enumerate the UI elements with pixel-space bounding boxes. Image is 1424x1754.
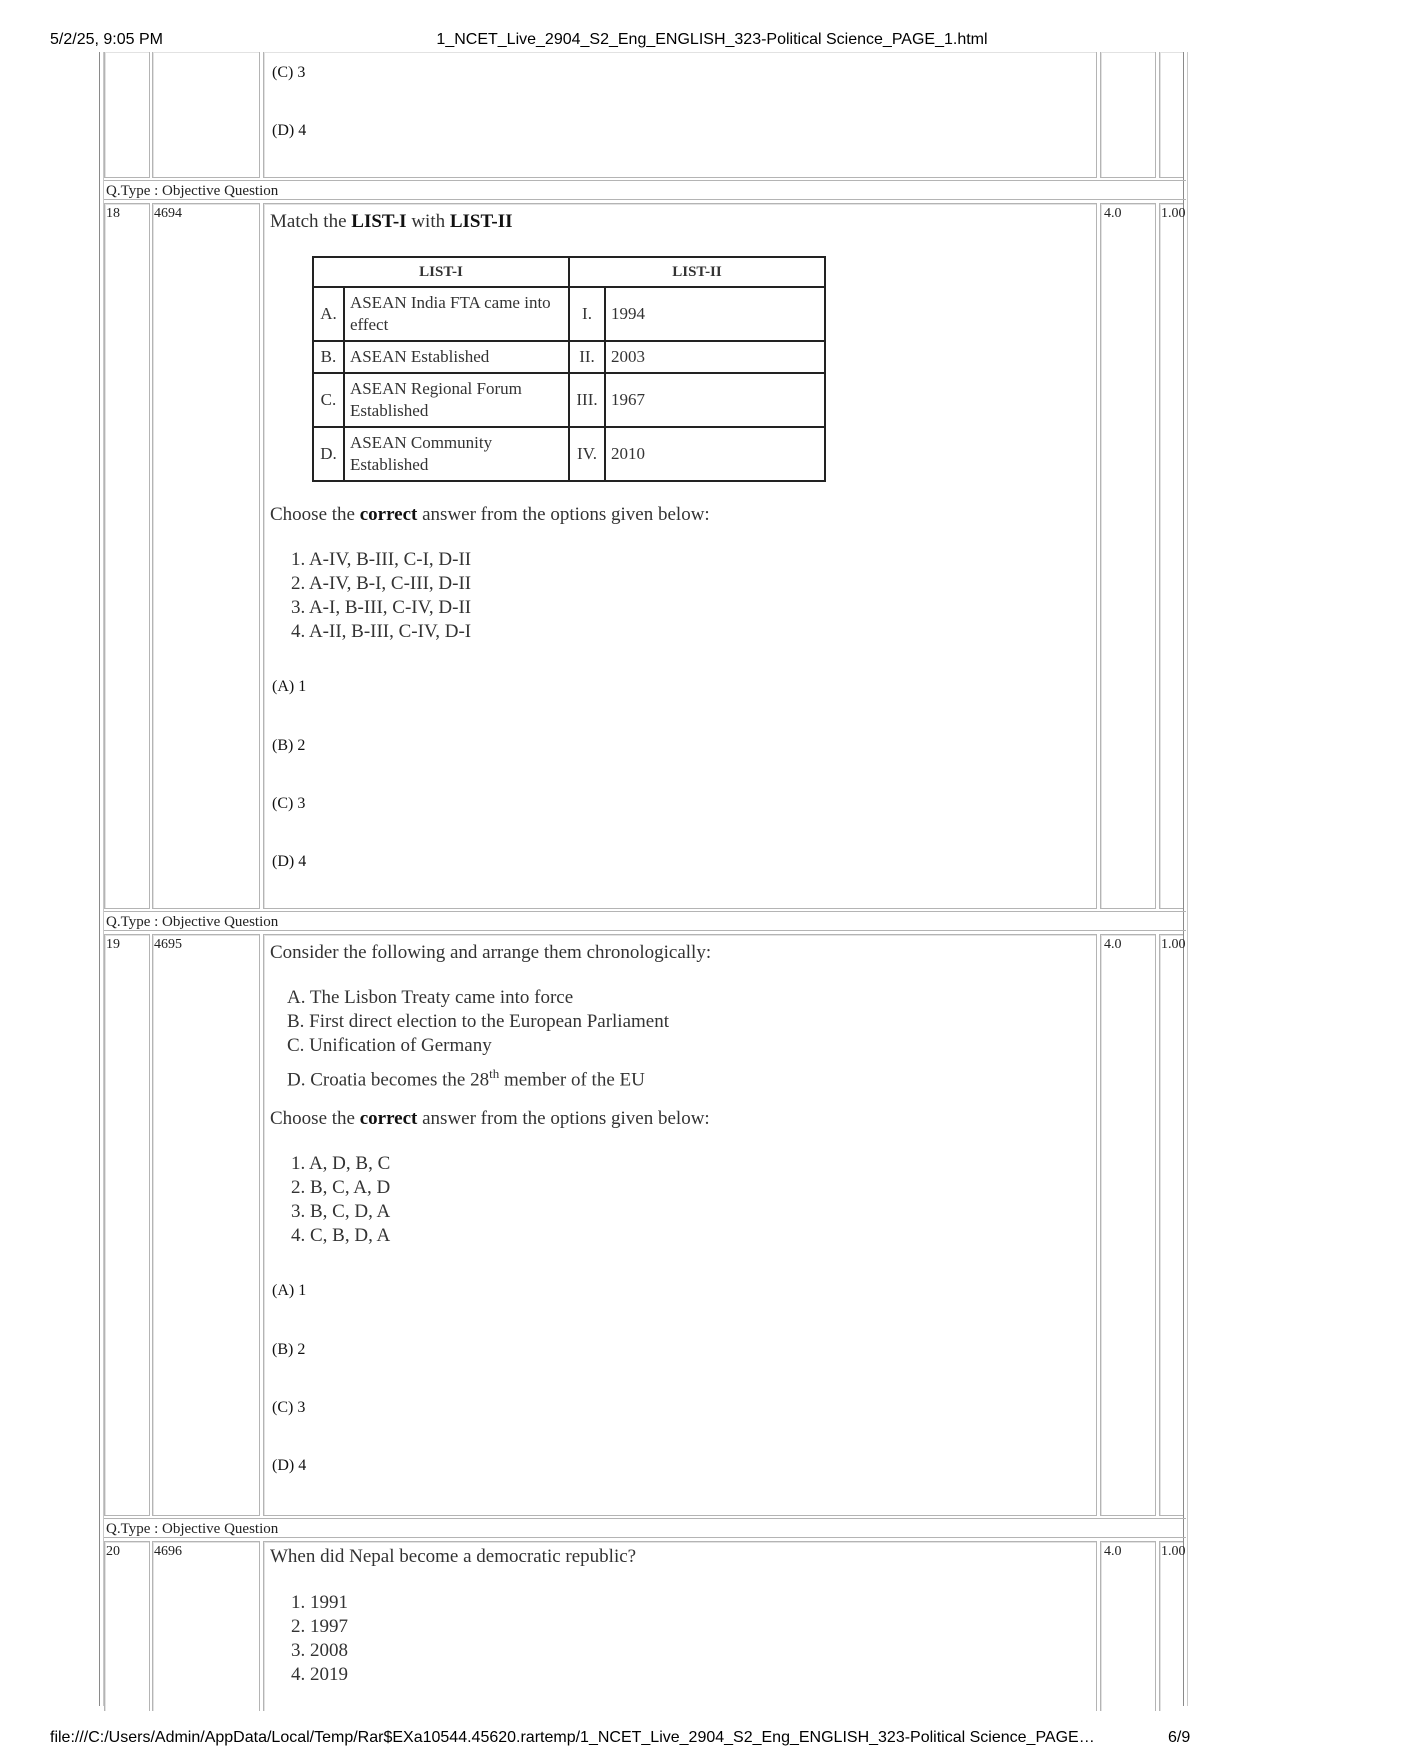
q19-item-d: D. Croatia becomes the 28th member of the EU [287, 1066, 645, 1091]
q19-question-text: Consider the following and arrange them chronologically: [270, 942, 712, 963]
q19-type-row: Q.Type : Objective Question [104, 911, 1186, 931]
q18-type-row: Q.Type : Objective Question [104, 180, 1186, 200]
row-year: 2003 [605, 341, 825, 373]
q19-answer-d: (D) 4 [272, 1457, 307, 1474]
q19-option-list [291, 1152, 390, 1248]
row-letter: A. [313, 287, 344, 341]
q19-answer-c: (C) 3 [272, 1399, 306, 1416]
q18-number: 18 [106, 206, 120, 221]
q19-item-list [287, 986, 669, 1092]
q18-choose-instruction: Choose the correct answer from the options given below: [270, 504, 710, 525]
q18-num-cell [104, 203, 150, 909]
q19-number: 19 [106, 937, 120, 952]
q20-num-cell [104, 1541, 150, 1711]
row-event: ASEAN Established [344, 341, 569, 373]
q18-option-2: 2. A-IV, B-I, C-III, D-II [291, 573, 472, 594]
q20-negative-marks: 1.00 [1161, 1544, 1186, 1559]
q18-id-cell [152, 203, 260, 909]
q18-option-3: 3. A-I, B-III, C-IV, D-II [291, 597, 472, 618]
row-year: 1967 [605, 373, 825, 427]
file-path: file:///C:/Users/Admin/AppData/Local/Temp/Rar$EXa10544.45620.rartemp/1_NCET_Live_2904_S2_Eng_ENGLISH_323-Political Science_PAGE… [50, 1729, 1095, 1746]
q18-negative-marks: 1.00 [1161, 206, 1186, 221]
q18-question-id: 4694 [154, 206, 182, 221]
q20-option-3: 3. 2008 [291, 1640, 348, 1661]
prev-id-cell [152, 52, 260, 178]
row-event: ASEAN India FTA came into effect [344, 287, 569, 341]
row-year: 1994 [605, 287, 825, 341]
q19-negative-marks: 1.00 [1161, 937, 1186, 952]
q18-marks: 4.0 [1104, 206, 1122, 221]
q18-neg-cell [1159, 203, 1186, 909]
q18-marks-cell [1100, 203, 1156, 909]
q20-type-row: Q.Type : Objective Question [104, 1518, 1186, 1538]
q18-question-text: Match the LIST-I with LIST-II [270, 211, 513, 232]
q18-option-1: 1. A-IV, B-III, C-I, D-II [291, 549, 472, 570]
prev-marks-cell [1100, 52, 1156, 178]
q19-option-4: 4. C, B, D, A [291, 1225, 391, 1246]
prev-neg-cell [1159, 52, 1183, 178]
q18-answer-a: (A) 1 [272, 678, 307, 695]
q20-option-list [291, 1591, 348, 1687]
prev-question-cell [263, 52, 1097, 178]
q19-marks: 4.0 [1104, 937, 1122, 952]
q20-option-2: 2. 1997 [291, 1616, 348, 1637]
right-frame-border [1183, 52, 1188, 1706]
list-ii-header: LIST-II [569, 257, 825, 287]
q20-option-1: 1. 1991 [291, 1592, 348, 1613]
q18-answer-c: (C) 3 [272, 795, 306, 812]
row-year: 2010 [605, 427, 825, 481]
q20-marks: 4.0 [1104, 1544, 1122, 1559]
q20-id-cell [152, 1541, 260, 1711]
q19-item-c: C. Unification of Germany [287, 1035, 492, 1056]
prev-option-c: (C) 3 [272, 64, 306, 81]
q19-num-cell [104, 934, 150, 1516]
page-number: 6/9 [1168, 1729, 1191, 1746]
q19-marks-cell [1100, 934, 1156, 1516]
list-i-header: LIST-I [313, 257, 569, 287]
q20-marks-cell [1100, 1541, 1156, 1711]
row-event: ASEAN Regional Forum Established [344, 373, 569, 427]
q19-id-cell [152, 934, 260, 1516]
q18-match-table [312, 256, 826, 482]
q18-answer-b: (B) 2 [272, 737, 306, 754]
q19-neg-cell [1159, 934, 1186, 1516]
row-letter: D. [313, 427, 344, 481]
q18-option-4: 4. A-II, B-III, C-IV, D-I [291, 621, 472, 642]
row-numeral: I. [569, 287, 605, 341]
q20-question-id: 4696 [154, 1544, 182, 1559]
row-numeral: IV. [569, 427, 605, 481]
q19-choose-instruction: Choose the correct answer from the options given below: [270, 1108, 710, 1129]
q19-answer-a: (A) 1 [272, 1282, 307, 1299]
q20-option-4: 4. 2019 [291, 1664, 348, 1685]
q19-question-id: 4695 [154, 937, 182, 952]
print-datetime: 5/2/25, 9:05 PM [50, 31, 163, 48]
q19-option-2: 2. B, C, A, D [291, 1177, 391, 1198]
row-numeral: II. [569, 341, 605, 373]
row-letter: B. [313, 341, 344, 373]
prev-num-cell [104, 52, 150, 178]
q20-neg-cell [1159, 1541, 1186, 1711]
row-letter: C. [313, 373, 344, 427]
document-title: 1_NCET_Live_2904_S2_Eng_ENGLISH_323-Political Science_PAGE_1.html [436, 31, 988, 48]
q18-answer-d: (D) 4 [272, 853, 307, 870]
q20-question-text: When did Nepal become a democratic republic? [270, 1546, 637, 1567]
q19-item-b: B. First direct election to the European Parliament [287, 1011, 670, 1032]
q18-option-list [291, 548, 471, 644]
q19-item-a: A. The Lisbon Treaty came into force [287, 987, 574, 1008]
q19-option-1: 1. A, D, B, C [291, 1153, 391, 1174]
prev-option-d: (D) 4 [272, 122, 307, 139]
row-event: ASEAN Community Established [344, 427, 569, 481]
q19-answer-b: (B) 2 [272, 1341, 306, 1358]
row-numeral: III. [569, 373, 605, 427]
q19-option-3: 3. B, C, D, A [291, 1201, 391, 1222]
q20-number: 20 [106, 1544, 120, 1559]
